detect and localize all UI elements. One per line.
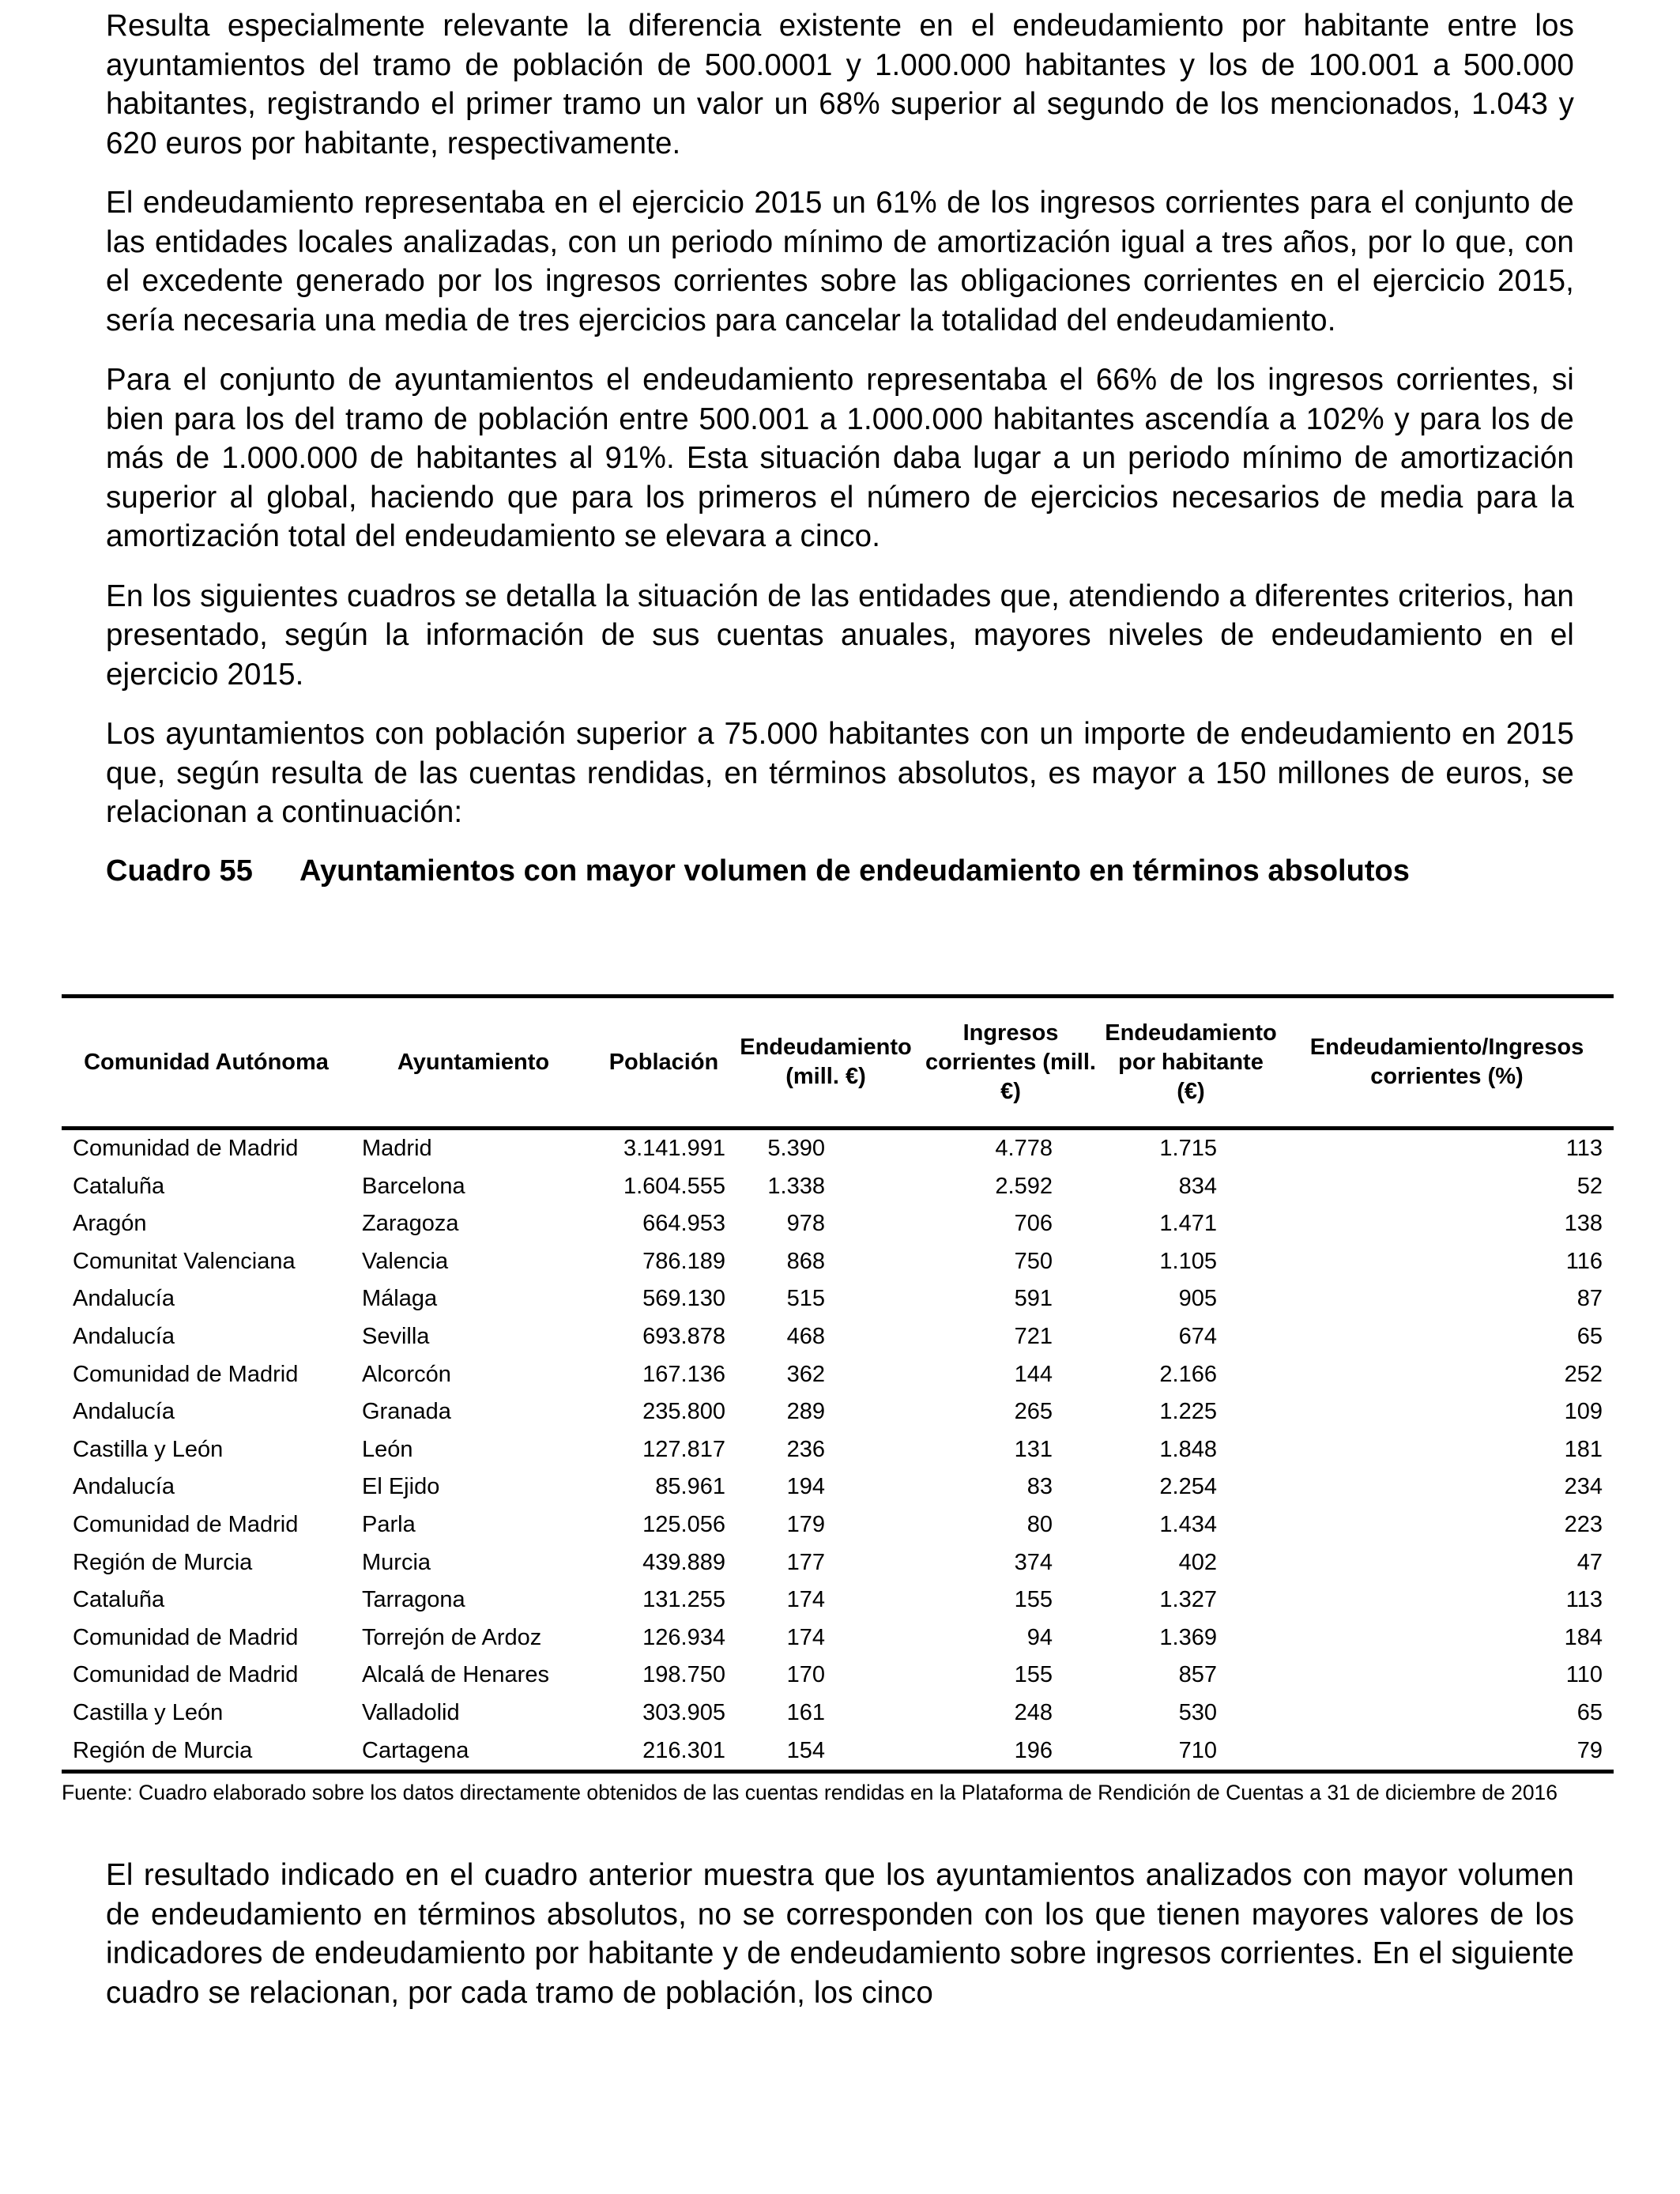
table-row: [62, 1129, 1614, 1168]
table-cell: 569.130: [642, 1286, 725, 1312]
table-cell: El Ejido: [362, 1474, 440, 1500]
table-cell: 234: [1564, 1474, 1603, 1500]
source-note: Fuente: Cuadro elaborado sobre los datos directamente obtenidos de las cuentas rendidas en la Plataforma de Rendición de Cuentas a 31 de diciembre de 2016: [62, 1781, 1558, 1805]
table-cell: 236: [786, 1436, 825, 1462]
table-cell: 85.961: [655, 1474, 725, 1500]
table-cell: 362: [786, 1361, 825, 1387]
paragraph: En los siguientes cuadros se detalla la situación de las entidades que, atendiendo a diferentes criterios, han presentado, según la información de sus cuentas anuales, mayores niveles de endeudamiento en el ejercicio 2015.: [106, 579, 1574, 692]
table-cell: Alcalá de Henares: [362, 1662, 549, 1688]
table-cell: 194: [786, 1474, 825, 1500]
table-cell: Valencia: [362, 1248, 449, 1274]
table-cell: 113: [1565, 1136, 1603, 1161]
caption-title: Ayuntamientos con mayor volumen de endeudamiento en términos absolutos: [299, 854, 1410, 888]
table-cell: 868: [786, 1248, 825, 1274]
table-cell: Andalucía: [73, 1474, 175, 1500]
table-cell: 126.934: [642, 1624, 725, 1650]
table-cell: Comunidad de Madrid: [73, 1361, 299, 1387]
table-cell: 155: [1014, 1587, 1053, 1613]
table-cell: Región de Murcia: [62, 1732, 351, 1772]
column-header: Ingresos corrientes (mill. €): [920, 997, 1102, 1129]
table-cell: 1.105: [1159, 1248, 1217, 1274]
table-cell: 216.301: [596, 1732, 732, 1772]
paragraph: El endeudamiento representaba en el ejercicio 2015 un 61% de los ingresos corrientes para el conjunto de las entidades locales analizadas, con un periodo mínimo de amortización igual a tres años, por lo que, con el excedente generado por los ingresos corrientes sobre las obligaciones corrientes en el ejercicio 2015, sería necesaria una media de tres ejercicios para cancelar la totalidad del endeudamiento.: [106, 186, 1574, 337]
table-cell: 303.905: [642, 1699, 725, 1725]
table-cell: 402: [1178, 1549, 1217, 1575]
table-cell: 905: [1178, 1286, 1217, 1312]
table-row: [62, 1657, 1614, 1695]
table-row: [62, 1431, 1614, 1469]
table-cell: Comunidad de Madrid: [73, 1136, 299, 1161]
table-cell: 1.225: [1159, 1399, 1217, 1425]
table-cell: 664.953: [642, 1211, 725, 1237]
table-cell: 693.878: [642, 1323, 725, 1349]
paragraph: Los ayuntamientos con población superior a 75.000 habitantes con un importe de endeudamiento en 2015 que, según resulta de las cuentas rendidas, en términos absolutos, es mayor a 150 millones de euros, se relacionan a continuación:: [106, 717, 1574, 829]
closing-section: [106, 1856, 1574, 2033]
table-cell: 198.750: [642, 1662, 725, 1688]
table-cell: 591: [1014, 1286, 1053, 1312]
column-header: Comunidad Autónoma: [62, 997, 351, 1129]
table-cell: 131.255: [642, 1587, 725, 1613]
table-cell: Castilla y León: [73, 1436, 224, 1462]
table-cell: Comunidad de Madrid: [73, 1511, 299, 1537]
table-cell: 116: [1565, 1248, 1603, 1274]
table-cell: 65: [1576, 1323, 1603, 1349]
table-cell: Tarragona: [362, 1587, 465, 1613]
table-row: [62, 1581, 1614, 1619]
table-cell: León: [362, 1436, 413, 1462]
table-cell: 170: [786, 1662, 825, 1688]
table-cell: 80: [1026, 1511, 1053, 1537]
table-cell: Málaga: [362, 1286, 438, 1312]
table-cell: 1.604.555: [623, 1173, 725, 1199]
table-row: [62, 1168, 1614, 1206]
table-row: [62, 1732, 1614, 1772]
column-header: Endeudamiento/Ingresos corrientes (%): [1280, 997, 1614, 1129]
table-cell: 144: [1014, 1361, 1053, 1387]
table-cell: 248: [1014, 1699, 1053, 1725]
table-cell: Comunitat Valenciana: [73, 1248, 296, 1274]
table-cell: 196: [920, 1732, 1102, 1772]
table-cell: 721: [1014, 1323, 1053, 1349]
table-cell: 2.592: [995, 1173, 1053, 1199]
table-cell: 710: [1102, 1732, 1280, 1772]
table-cell: 265: [1014, 1399, 1053, 1425]
table-cell: 1.338: [767, 1173, 825, 1199]
table-cell: 167.136: [642, 1361, 725, 1387]
table-cell: 252: [1564, 1361, 1603, 1387]
table-cell: 179: [786, 1511, 825, 1537]
table-cell: 439.889: [642, 1549, 725, 1575]
document-body: [106, 6, 1574, 924]
table-row: [62, 1544, 1614, 1582]
table-cell: 374: [1014, 1549, 1053, 1575]
table-cell: Andalucía: [73, 1323, 175, 1349]
paragraph: Para el conjunto de ayuntamientos el endeudamiento representaba el 66% de los ingresos corrientes, si bien para los del tramo de población entre 500.001 a 1.000.000 habitantes ascendía a 102% y para los de más de 1.000.000 de habitantes al 91%. Esta situación daba lugar a un periodo mínimo de amortización superior al global, haciendo que para los primeros el número de ejercicios necesarios de media para la amortización total del endeudamiento se elevara a cinco.: [106, 363, 1574, 553]
table-cell: Región de Murcia: [73, 1549, 253, 1575]
table-cell: 1.715: [1159, 1136, 1217, 1161]
table-row: [62, 1205, 1614, 1243]
table-cell: Alcorcón: [362, 1361, 451, 1387]
table-cell: 161: [786, 1699, 825, 1725]
table-cell: 79: [1280, 1732, 1614, 1772]
table-cell: Castilla y León: [73, 1699, 224, 1725]
table-cell: 87: [1576, 1286, 1603, 1312]
table-cell: 174: [786, 1587, 825, 1613]
table-row: [62, 1243, 1614, 1281]
table-cell: Comunidad de Madrid: [73, 1624, 299, 1650]
table-cell: Valladolid: [362, 1699, 460, 1725]
table-cell: 2.254: [1159, 1474, 1217, 1500]
caption-number: Cuadro 55: [106, 854, 253, 888]
table-cell: 786.189: [642, 1248, 725, 1274]
table-caption: [106, 853, 1574, 889]
table-cell: Andalucía: [73, 1399, 175, 1425]
table-cell: 223: [1564, 1511, 1603, 1537]
table-cell: Comunidad de Madrid: [73, 1662, 299, 1688]
table-cell: 125.056: [642, 1511, 725, 1537]
table-cell: 674: [1178, 1323, 1217, 1349]
table-cell: 2.166: [1159, 1361, 1217, 1387]
table-cell: Murcia: [362, 1549, 431, 1575]
table-cell: 181: [1564, 1436, 1603, 1462]
table-cell: 1.471: [1159, 1211, 1217, 1237]
debt-table: [62, 994, 1614, 1774]
table-cell: 515: [786, 1286, 825, 1312]
table-cell: 155: [1014, 1662, 1053, 1688]
table-cell: 750: [1014, 1248, 1053, 1274]
table-cell: Sevilla: [362, 1323, 430, 1349]
table-cell: 468: [786, 1323, 825, 1349]
table-header-row: [62, 997, 1614, 1129]
table-cell: 834: [1178, 1173, 1217, 1199]
paragraph: El resultado indicado en el cuadro anterior muestra que los ayuntamientos analizados con mayor volumen de endeudamiento en términos absolutos, no se corresponden con los que tienen mayores valores de los indicadores de endeudamiento por habitante y de endeudamiento sobre ingresos corrientes. En el siguiente cuadro se relacionan, por cada tramo de población, los cinco: [106, 1858, 1574, 2010]
table-cell: 174: [786, 1624, 825, 1650]
table-cell: 131: [1014, 1436, 1053, 1462]
table-cell: 706: [1014, 1211, 1053, 1237]
table-cell: Madrid: [362, 1136, 432, 1161]
table-row: [62, 1468, 1614, 1506]
table-cell: 110: [1565, 1662, 1603, 1688]
table-cell: Torrejón de Ardoz: [362, 1624, 542, 1650]
table-cell: 113: [1565, 1587, 1603, 1613]
column-header: Ayuntamiento: [351, 997, 596, 1129]
table-cell: Cartagena: [351, 1732, 596, 1772]
table-cell: 978: [786, 1211, 825, 1237]
table-row: [62, 1506, 1614, 1544]
table-cell: Granada: [362, 1399, 451, 1425]
table-cell: 109: [1564, 1399, 1603, 1425]
table-cell: 289: [786, 1399, 825, 1425]
table-cell: 3.141.991: [623, 1136, 725, 1161]
table-row: [62, 1695, 1614, 1732]
column-header: Endeudamiento (mill. €): [732, 997, 920, 1129]
table-cell: Andalucía: [73, 1286, 175, 1312]
table-cell: 127.817: [642, 1436, 725, 1462]
table-cell: 1.327: [1159, 1587, 1217, 1613]
paragraph: Resulta especialmente relevante la diferencia existente en el endeudamiento por habitante entre los ayuntamientos del tramo de población de 500.0001 y 1.000.000 habitantes y los de 100.001 a 500.000 habitantes, registrando el primer tramo un valor un 68% superior al segundo de los mencionados, 1.043 y 620 euros por habitante, respectivamente.: [106, 9, 1574, 160]
table-cell: Zaragoza: [362, 1211, 459, 1237]
table-cell: Parla: [362, 1511, 416, 1537]
table-row: [62, 1619, 1614, 1657]
table-cell: Barcelona: [362, 1173, 465, 1199]
table-cell: Cataluña: [73, 1173, 165, 1199]
table-row: [62, 1318, 1614, 1356]
table-cell: 47: [1576, 1549, 1603, 1575]
table-cell: 1.434: [1159, 1511, 1217, 1537]
table-cell: 177: [786, 1549, 825, 1575]
column-header: Población: [596, 997, 732, 1129]
debt-table-container: [62, 994, 1614, 1808]
table-cell: 1.848: [1159, 1436, 1217, 1462]
table-cell: 235.800: [642, 1399, 725, 1425]
table-cell: 4.778: [995, 1136, 1053, 1161]
table-row: [62, 1356, 1614, 1394]
table-cell: Cataluña: [73, 1587, 165, 1613]
table-cell: 5.390: [767, 1136, 825, 1161]
column-header: Endeudamiento por habitante (€): [1102, 997, 1280, 1129]
table-cell: Aragón: [73, 1211, 147, 1237]
table-row: [62, 1280, 1614, 1318]
table-cell: 857: [1178, 1662, 1217, 1688]
table-cell: 83: [1026, 1474, 1053, 1500]
table-cell: 1.369: [1159, 1624, 1217, 1650]
table-cell: 52: [1576, 1173, 1603, 1199]
table-row: [62, 1393, 1614, 1431]
table-cell: 530: [1178, 1699, 1217, 1725]
table-cell: 138: [1564, 1211, 1603, 1237]
table-cell: 65: [1576, 1699, 1603, 1725]
table-cell: 94: [1026, 1624, 1053, 1650]
table-cell: 184: [1564, 1624, 1603, 1650]
table-cell: 154: [732, 1732, 920, 1772]
